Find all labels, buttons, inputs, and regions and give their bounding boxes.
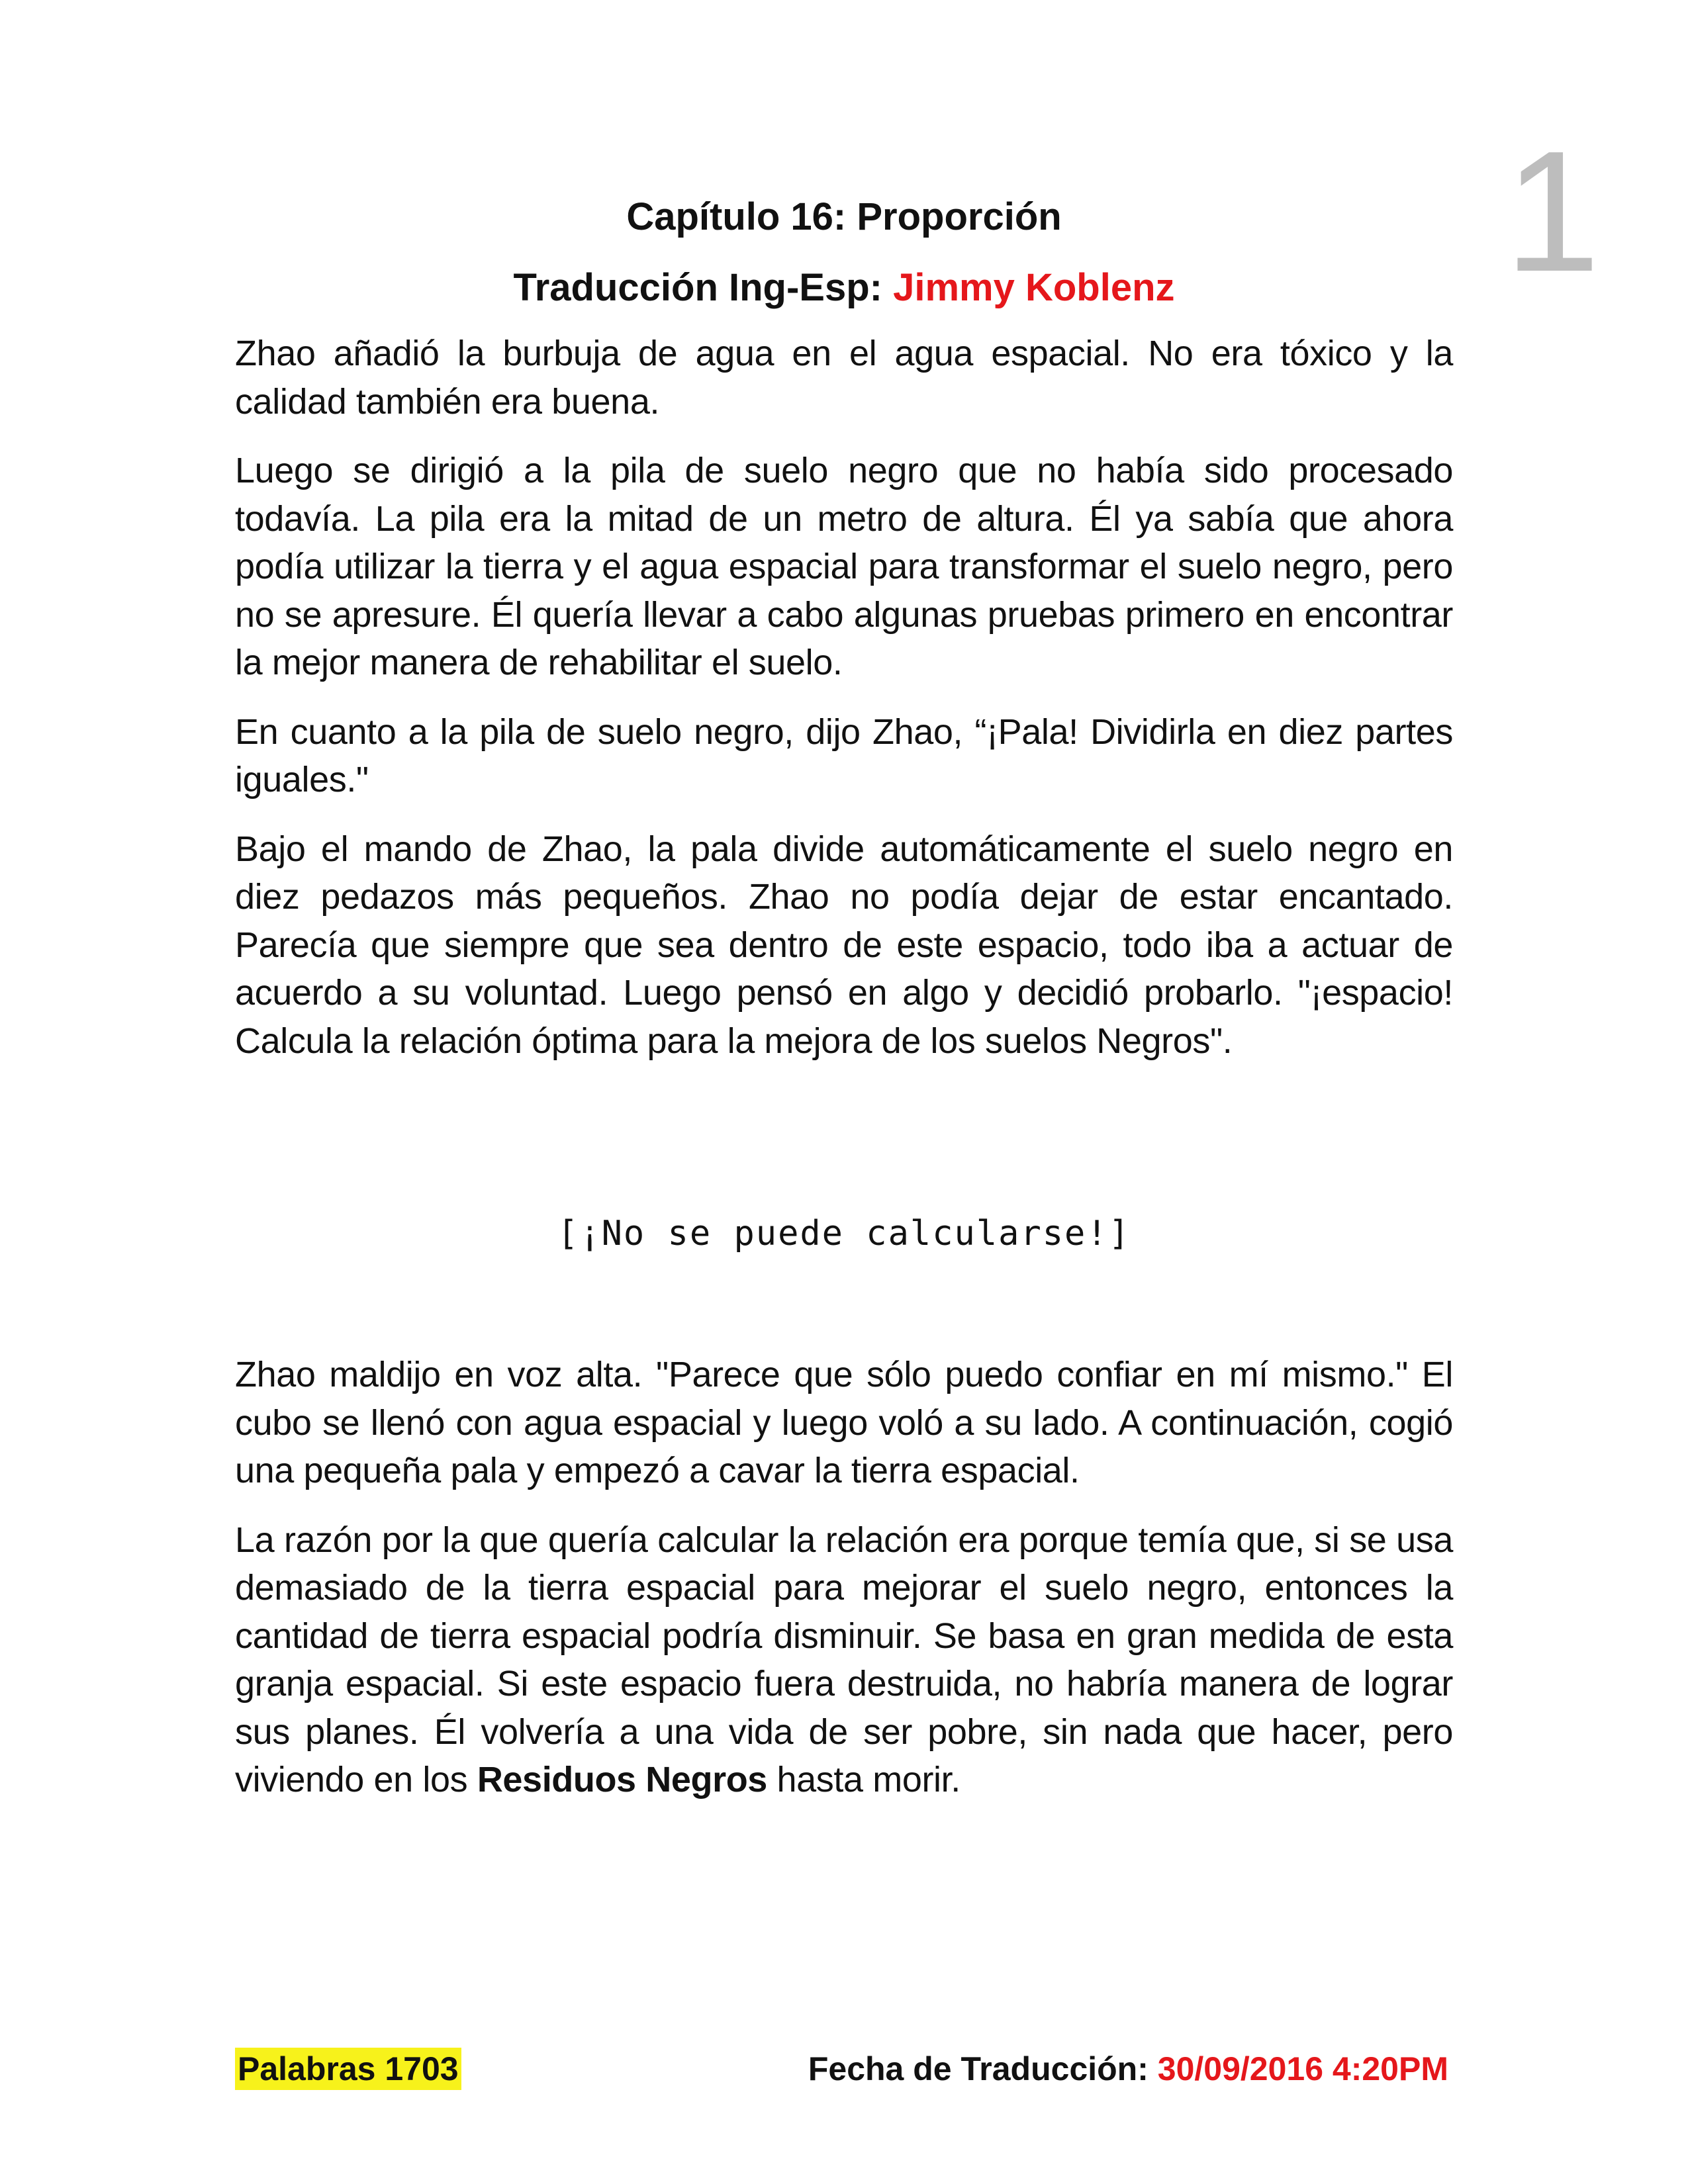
translator-name: Jimmy Koblenz xyxy=(893,266,1175,309)
page-number: 1 xyxy=(1504,116,1601,308)
translation-credit xyxy=(235,261,1453,314)
system-message: [¡No se puede calcularse!] xyxy=(557,1214,1131,1253)
paragraph-text-end: hasta morir. xyxy=(767,1760,961,1799)
paragraph-last xyxy=(235,1516,1453,1804)
word-count: Palabras 1703 xyxy=(235,2048,461,2090)
translation-date-value: 30/09/2016 4:20PM xyxy=(1157,2050,1448,2087)
paragraph: Luego se dirigió a la pila de suelo negro que no había sido procesado todavía. La pila era la mitad de un metro de altura. Él ya sabía que ahora podía utilizar la tierra y el agua espacial para transformar el suelo negro, pero no se apresure. Él quería llevar a cabo algunas pruebas primero en encontrar la mejor manera de rehabilitar el suelo. xyxy=(235,451,1453,682)
paragraph: En cuanto a la pila de suelo negro, dijo Zhao, “¡Pala! Dividirla en diez partes iguales." xyxy=(235,711,1453,799)
paragraph: Bajo el mando de Zhao, la pala divide automáticamente el suelo negro en diez pedazos más pequeños. Zhao no podía dejar de estar encantado. Parecía que siempre que sea dentro de este espacio, todo iba a actuar de acuerdo a su voluntad. Luego pensó en algo y decidió probarlo. "¡espacio! Calcula la relación óptima para la mejora de los suelos Negros". xyxy=(235,829,1453,1061)
paragraph-text: La razón por la que quería calcular la relación era porque temía que, si se usa demasiado de la tierra espacial para mejorar el suelo negro, entonces la cantidad de tierra espacial podría disminuir. Se basa en gran medida de esta granja espacial. Si este espacio fuera destruida, no habría manera de lograr sus planes. Él volvería a una vida de ser pobre, sin nada que hacer, pero viviendo en los xyxy=(235,1520,1453,1799)
chapter-body xyxy=(235,330,1453,1086)
emphasized-term: Residuos Negros xyxy=(477,1760,767,1799)
chapter-body-continued xyxy=(235,1351,1453,1825)
chapter-title: Capítulo 16: Proporción xyxy=(626,195,1062,238)
paragraph: Zhao añadió la burbuja de agua en el agua espacial. No era tóxico y la calidad también era buena. xyxy=(235,334,1453,422)
paragraph: Zhao maldijo en voz alta. "Parece que sólo puedo confiar en mí mismo." El cubo se llenó con agua espacial y luego voló a su lado. A continuación, cogió una pequeña pala y empezó a cavar la tierra espacial. xyxy=(235,1355,1453,1490)
translation-date-label: Fecha de Traducción: xyxy=(808,2050,1149,2087)
translation-date xyxy=(808,2048,1448,2090)
translation-label: Traducción Ing-Esp: xyxy=(513,266,882,309)
